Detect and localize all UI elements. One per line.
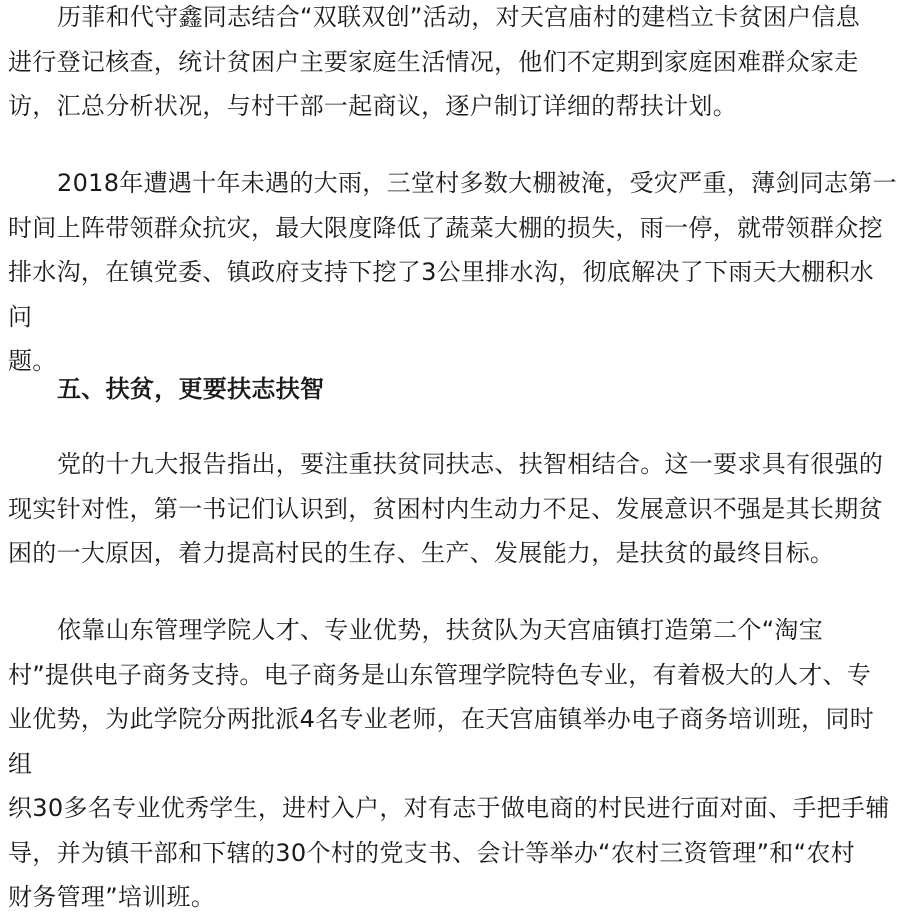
paragraph-3: 党的十九大报告指出，要注重扶贫同扶志、扶智相结合。这一要求具有很强的 现实针对性，第一书记们认识到，贫困村内生动力不足、发展意识不强是其长期贫 困的一大原因，着力提高村民的生存、生产、发展能力，是扶贫的最终目标。 [8,450,884,567]
section-heading: 五、扶贫，更要扶志扶智 [57,375,325,403]
paragraph-2: 2018年遭遇十年未遇的大雨，三堂村多数大棚被淹，受灾严重，薄剑同志第一 时间上阵带领群众抗灾，最大限度降低了蔬菜大棚的损失，雨一停，就带领群众挖 排水沟，在镇党委、镇政府支持下挖了3公里排水沟，彻底解决了下雨天大棚积水问 题。 [8,169,897,375]
paragraph-4: 依靠山东管理学院人才、专业优势，扶贫队为天宫庙镇打造第二个“淘宝 村”提供电子商务支持。电子商务是山东管理学院特色专业，有着极大的人才、专 业优势，为此学院分两批派4名专业老师，在天宫庙镇举办电子商务培训班，同时组 织30多名专业优秀学生，进村入户，对有志于做电商的村民进行面对面、手把手辅 导，并为镇干部和下辖的30个村的党支书、会计等举办“农村三资管理”和“农村 财务管理”培训班。 [8,616,890,911]
paragraph-1: 历菲和代守鑫同志结合“双联双创”活动，对天宫庙村的建档立卡贫困户信息 进行登记核查，统计贫困户主要家庭生活情况，他们不定期到家庭困难群众家走 访，汇总分析状况，与村干部一起商议，逐户制订详细的帮扶计划。 [8,3,861,120]
